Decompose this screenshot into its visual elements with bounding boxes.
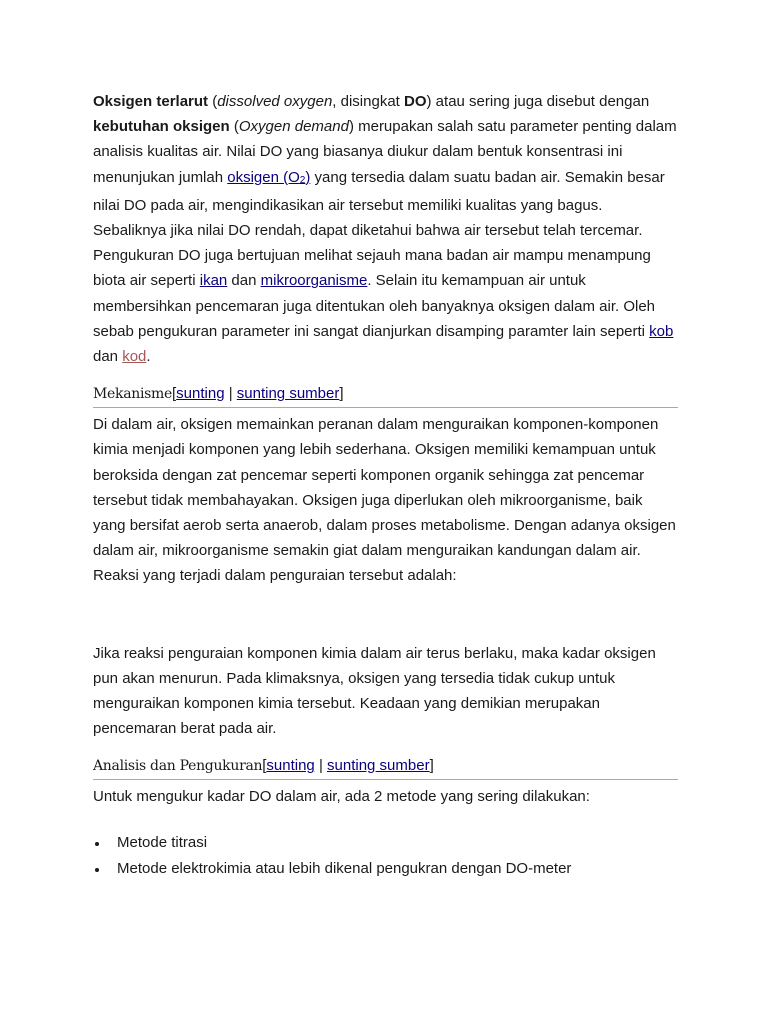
edit-link[interactable]: sunting xyxy=(176,385,225,403)
link-kob[interactable]: kob xyxy=(649,322,674,340)
list-item: Metode elektrokimia atau lebih dikenal pengukran dengan DO-meter xyxy=(93,856,678,882)
link-oksigen[interactable]: oksigen (O2) xyxy=(227,168,311,186)
term-oxygen-demand: Oxygen demand xyxy=(238,118,349,136)
link-kod[interactable]: kod xyxy=(122,348,147,366)
edit-source-link[interactable]: sunting sumber xyxy=(327,757,430,775)
edit-links: [sunting | sunting sumber] xyxy=(172,385,344,403)
edit-link[interactable]: sunting xyxy=(266,757,315,775)
edit-links: [sunting | sunting sumber] xyxy=(262,757,434,775)
term-kebutuhan-oksigen: kebutuhan oksigen xyxy=(93,118,230,136)
section-heading-analisis xyxy=(93,756,678,780)
section-title: Mekanisme xyxy=(93,386,172,403)
link-mikroorganisme[interactable]: mikroorganisme xyxy=(260,272,368,290)
list-item: Metode titrasi xyxy=(93,830,678,856)
analisis-paragraph: Untuk mengukur kadar DO dalam air, ada 2 metode yang sering dilakukan: xyxy=(93,788,590,806)
link-ikan[interactable]: ikan xyxy=(199,272,228,290)
term-do: DO xyxy=(404,93,427,110)
mekanisme-paragraph-1: Di dalam air, oksigen memainkan peranan dalam menguraikan komponen-komponen kimia menjadi komponen yang lebih sederhana. Oksigen memiliki kemampuan untuk beroksida dengan zat pencemar seperti komponen organik sehingga zat pencemar tersebut tidak membahayakan. Oksigen juga diperlukan oleh mikroorganisme, baik yang bersifat aerob serta anaerob, dalam proses metabolisme. Dengan adanya oksigen dalam air, mikroorganisme semakin giat dalam menguraikan kandungan dalam air. Reaksi yang terjadi dalam penguraian tersebut adalah: xyxy=(93,416,676,585)
method-list xyxy=(93,830,678,882)
term-dissolved-oxygen: dissolved oxygen xyxy=(217,93,333,110)
mekanisme-paragraph-2: Jika reaksi penguraian komponen kimia dalam air terus berlaku, maka kadar oksigen pun akan menurun. Pada klimaksnya, oksigen yang tersedia tidak cukup untuk menguraikan komponen kimia tersebut. Keadaan yang demikian merupakan pencemaran berat pada air. xyxy=(93,644,656,738)
edit-source-link[interactable]: sunting sumber xyxy=(236,385,340,403)
article-content xyxy=(93,89,678,882)
intro-paragraph: Oksigen terlarut (dissolved oxygen, disingkat DO) atau sering juga disebut dengan kebutuhan oksigen (Oxygen demand) merupakan salah satu parameter penting dalam analisis kualitas air. Nilai DO yang biasanya diukur dalam bentuk konsentrasi ini menunjukan jumlah oksigen (O2) yang tersedia dalam suatu badan air. Semakin besar nilai DO pada air, mengindikasikan air tersebut memiliki kualitas yang bagus. Sebaliknya jika nilai DO rendah, dapat diketahui bahwa air tersebut telah tercemar. Pengukuran DO juga bertujuan melihat sejauh mana badan air mampu menampung biota air seperti ikan dan mikroorganisme. Selain itu kemampuan air untuk membersihkan pencemaran juga ditentukan oleh banyaknya oksigen dalam air. Oleh sebab pengukuran parameter ini sangat dianjurkan disamping paramter lain seperti kob dan kod. xyxy=(93,93,677,366)
section-heading-mekanisme xyxy=(93,384,678,408)
term-oksigen-terlarut: Oksigen terlarut xyxy=(93,93,209,110)
section-title: Analisis dan Pengukuran xyxy=(93,758,263,775)
